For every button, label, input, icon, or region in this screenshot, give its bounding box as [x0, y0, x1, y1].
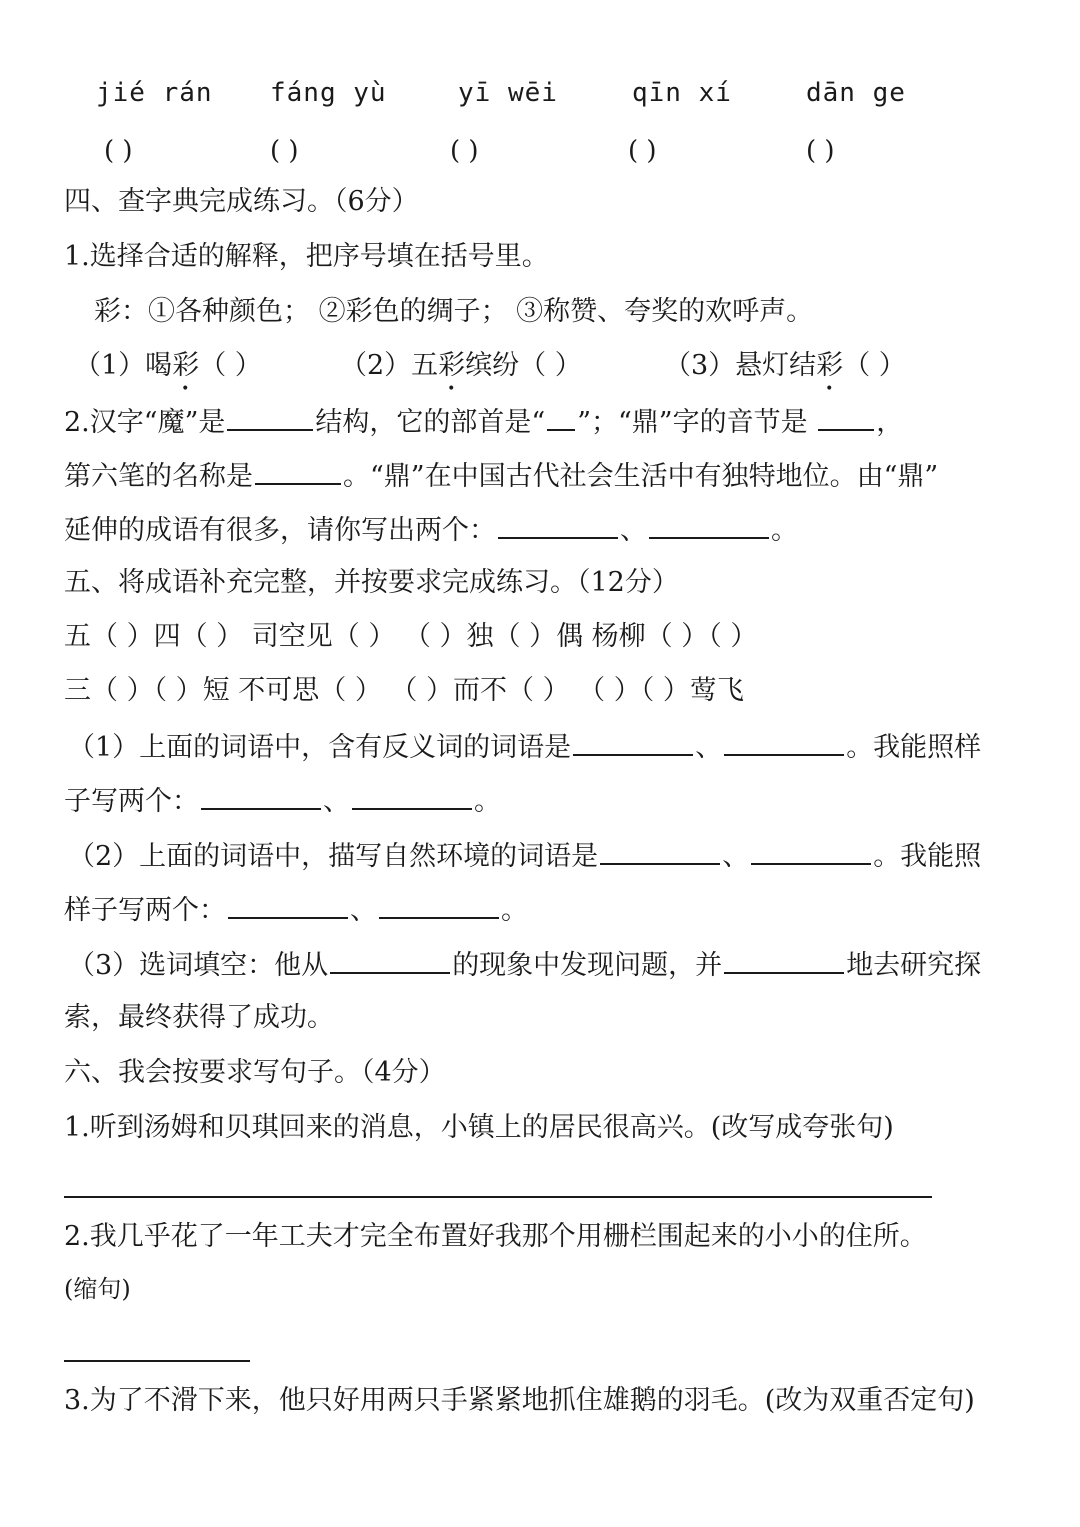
s4-item-3-pre: （3）悬灯结 — [664, 350, 817, 381]
s5-p1-text-b: 、 — [695, 732, 723, 763]
s4-q2-text-h: 、 — [620, 515, 647, 546]
pinyin-2: fáng yù — [270, 78, 387, 108]
s4-item-2 — [340, 348, 582, 397]
answer-paren-3[interactable]: ( ) — [450, 136, 479, 166]
answer-line-1[interactable] — [64, 1196, 932, 1198]
s5-p2-text-b: 、 — [722, 841, 750, 872]
s5-part-1-line-1 — [68, 728, 981, 766]
s4-item-3-post[interactable]: （ ） — [843, 350, 906, 381]
s4-item-3-dot: 彩 — [816, 350, 844, 381]
s5-idiom-row-2[interactable]: 三（ ）（ ）短 不可思（ ） （ ）而不（ ） （ ）（ ）莺飞 — [64, 675, 744, 706]
s5-p1-text-f: 。 — [474, 786, 501, 817]
blank-idiom-2[interactable] — [649, 511, 769, 539]
blank-radical[interactable] — [547, 403, 575, 431]
s4-q2-text-d: ， — [876, 407, 904, 438]
s4-item-1 — [74, 348, 262, 397]
s4-q2-text-a: 2.汉字“魔”是 — [64, 407, 226, 438]
s5-p2-text-d: 样子写两个： — [64, 895, 226, 926]
s4-q2-text-e: 第六笔的名称是 — [64, 461, 253, 492]
s5-part-2-line-2 — [64, 891, 528, 929]
section-4-heading: 四、查字典完成练习。（6分） — [64, 186, 419, 217]
s5-p2-text-c: 。我能照 — [873, 841, 982, 872]
s4-q2-text-c: ”；“鼎”字的音节是 — [577, 407, 808, 438]
s4-q2-text-i: 。 — [771, 515, 798, 546]
blank-antonym-1[interactable] — [573, 728, 693, 756]
s5-p2-text-f: 。 — [501, 895, 528, 926]
answer-paren-1[interactable]: ( ) — [104, 136, 133, 166]
blank-idiom-1[interactable] — [498, 511, 618, 539]
s5-p1-text-c: 。我能照样 — [846, 732, 982, 763]
pinyin-4: qīn xí — [632, 78, 732, 108]
s5-idiom-row-1[interactable]: 五（ ）四（ ） 司空见（ ） （ ）独（ ）偶 杨柳（ ）（ ） — [64, 621, 758, 652]
s5-part-3-line-2: 索，最终获得了成功。 — [64, 1002, 334, 1033]
s4-q2-text-g: 延伸的成语有很多，请你写出两个： — [64, 515, 496, 546]
answer-paren-2[interactable]: ( ) — [270, 136, 299, 166]
s5-p3-text-b: 的现象中发现问题，并 — [452, 950, 723, 981]
pinyin-1: jié rán — [96, 78, 213, 108]
s5-p1-text-d: 子写两个： — [64, 786, 199, 817]
answer-paren-4[interactable]: ( ) — [628, 136, 657, 166]
section-5-heading: 五、将成语补充完整，并按要求完成练习。（12分） — [64, 567, 679, 598]
blank-fill-word-1[interactable] — [330, 946, 450, 974]
s4-question-2-line-1 — [64, 403, 903, 441]
s5-part-3-line-1 — [68, 946, 981, 984]
s6-question-1: 1.听到汤姆和贝琪回来的消息，小镇上的居民很高兴。(改写成夸张句) — [64, 1112, 894, 1143]
s5-part-1-line-2 — [64, 782, 501, 820]
blank-syllable[interactable] — [818, 403, 874, 431]
s5-p1-text-a: （1）上面的词语中，含有反义词的词语是 — [68, 732, 572, 763]
s4-item-2-dot: 彩 — [438, 350, 466, 381]
s5-p2-text-a: （2）上面的词语中，描写自然环境的词语是 — [68, 841, 599, 872]
blank-structure[interactable] — [227, 403, 313, 431]
s4-item-1-post[interactable]: （ ） — [199, 350, 262, 381]
s4-question-2-line-2 — [64, 457, 938, 495]
blank-antonym-2[interactable] — [724, 728, 844, 756]
s6-question-2: 2.我几乎花了一年工夫才完全布置好我那个用栅栏围起来的小小的住所。 — [64, 1221, 927, 1252]
s5-p2-text-e: 、 — [350, 895, 377, 926]
s4-question-2-line-3 — [64, 511, 798, 549]
s5-part-2-line-1 — [68, 837, 981, 875]
s5-p3-text-a: （3）选词填空：他从 — [68, 950, 329, 981]
s6-question-3: 3.为了不滑下来，他只好用两只手紧紧地抓住雄鹅的羽毛。(改为双重否定句) — [64, 1385, 975, 1416]
pinyin-3: yī wēi — [458, 78, 558, 108]
s4-q2-text-f: 。“鼎”在中国古代社会生活中有独特地位。由“鼎” — [343, 461, 939, 492]
blank-fill-word-2[interactable] — [724, 946, 844, 974]
s6-question-2-note: (缩句) — [64, 1275, 131, 1303]
blank-antonym-example-1[interactable] — [201, 782, 321, 810]
pinyin-5: dān ge — [806, 78, 906, 108]
answer-line-2[interactable] — [64, 1360, 250, 1362]
s4-item-3 — [664, 348, 906, 397]
s4-question-1: 1.选择合适的解释，把序号填在括号里。 — [64, 241, 549, 272]
s4-item-2-pre: （2）五 — [340, 350, 439, 381]
s4-definitions: 彩：①各种颜色； ②彩色的绸子； ③称赞、夸奖的欢呼声。 — [94, 296, 814, 327]
s5-p1-text-e: 、 — [323, 786, 350, 817]
s5-p3-text-c: 地去研究探 — [846, 950, 982, 981]
blank-nature-example-1[interactable] — [228, 891, 348, 919]
blank-stroke-name[interactable] — [255, 457, 341, 485]
blank-nature-2[interactable] — [751, 837, 871, 865]
blank-nature-1[interactable] — [600, 837, 720, 865]
s4-q2-text-b: 结构，它的部首是“ — [315, 407, 546, 438]
s4-item-2-post[interactable]: 缤纷（ ） — [465, 350, 582, 381]
s4-item-1-pre: （1）喝 — [74, 350, 173, 381]
section-6-heading: 六、我会按要求写句子。（4分） — [64, 1057, 446, 1088]
answer-paren-5[interactable]: ( ) — [806, 136, 835, 166]
s4-item-1-dot: 彩 — [172, 350, 200, 381]
blank-antonym-example-2[interactable] — [352, 782, 472, 810]
blank-nature-example-2[interactable] — [379, 891, 499, 919]
